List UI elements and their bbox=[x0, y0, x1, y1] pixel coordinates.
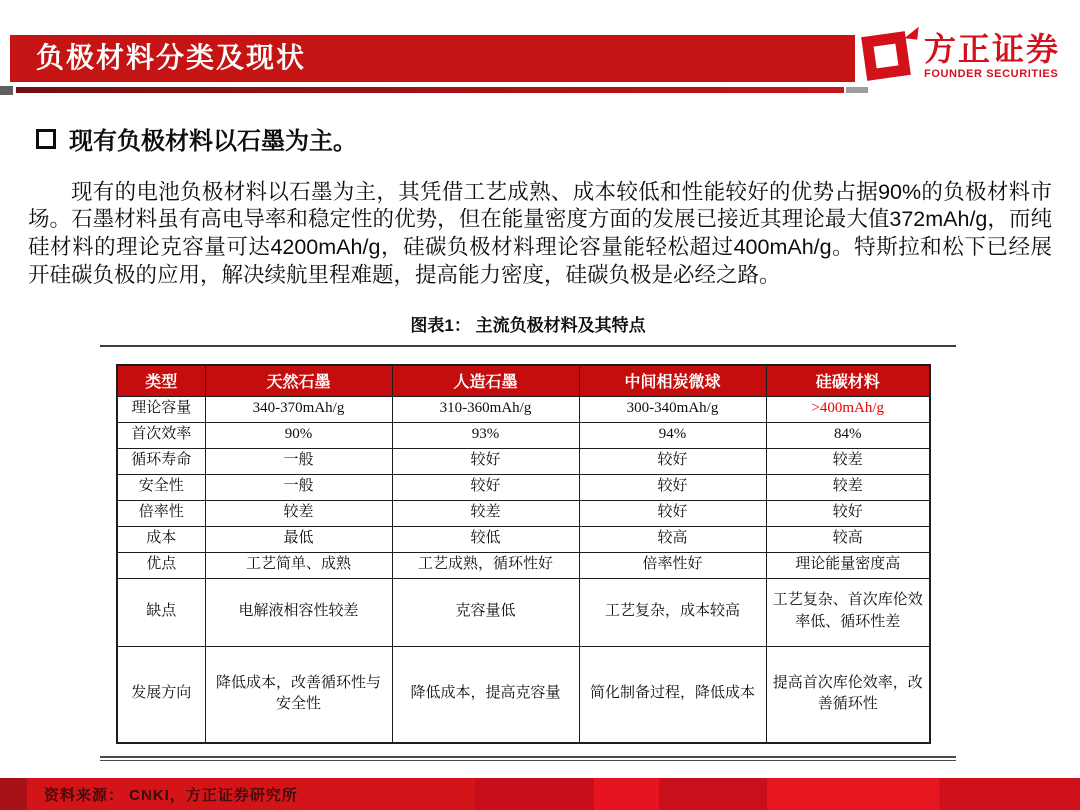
square-bullet-icon bbox=[36, 129, 56, 149]
column-header-3: 中间相炭微球 bbox=[579, 365, 766, 396]
slide-title-bar bbox=[10, 35, 855, 82]
table-cell: 工艺简单、成熟 bbox=[205, 552, 392, 578]
row-label: 成本 bbox=[117, 526, 205, 552]
table-cell: 94% bbox=[579, 422, 766, 448]
figure-block bbox=[100, 311, 956, 761]
table-cell: 300-340mAh/g bbox=[579, 396, 766, 422]
table-cell: 降低成本，改善循环性与安全性 bbox=[205, 646, 392, 743]
table-row bbox=[117, 474, 930, 500]
table-cell: 84% bbox=[766, 422, 930, 448]
anode-materials-table bbox=[116, 364, 931, 744]
table-cell: 较差 bbox=[766, 474, 930, 500]
source-note: 资料来源： CNKI，方正证券研究所 bbox=[44, 786, 298, 804]
table-cell: 倍率性好 bbox=[579, 552, 766, 578]
table-cell: 工艺复杂、首次库伦效率低、循环性差 bbox=[766, 578, 930, 646]
table-row bbox=[117, 422, 930, 448]
row-label: 首次效率 bbox=[117, 422, 205, 448]
row-label: 发展方向 bbox=[117, 646, 205, 743]
table-cell: 较差 bbox=[392, 500, 579, 526]
table-cell: 电解液相容性较差 bbox=[205, 578, 392, 646]
table-cell: 工艺成熟，循环性好 bbox=[392, 552, 579, 578]
table-cell: 较好 bbox=[579, 448, 766, 474]
header-divider bbox=[0, 86, 870, 95]
body-paragraph: 现有的电池负极材料以石墨为主，其凭借工艺成熟、成本较低和性能较好的优势占据90%的负极材料市场。石墨材料虽有高电导率和稳定性的优势，但在能量密度方面的发展已接近其理论最大值372mAh/g，而纯硅材料的理论克容量可达4200mAh/g，硅碳负极材料理论容量能轻松超过400mAh/g。特斯拉和松下已经展开硅碳负极的应用，解决续航里程难题，提高能力密度，硅碳负极是必经之路。 bbox=[28, 179, 1052, 287]
table-cell: 较差 bbox=[766, 448, 930, 474]
table-cell: >400mAh/g bbox=[766, 396, 930, 422]
row-label: 安全性 bbox=[117, 474, 205, 500]
table-cell: 较好 bbox=[766, 500, 930, 526]
figure-bottom-rule bbox=[100, 756, 956, 761]
table-cell: 较差 bbox=[205, 500, 392, 526]
table-cell: 90% bbox=[205, 422, 392, 448]
figure-caption: 图表1： 主流负极材料及其特点 bbox=[410, 316, 646, 335]
table-row bbox=[117, 396, 930, 422]
page-title: 负极材料分类及现状 bbox=[36, 43, 307, 74]
table-cell: 降低成本，提高克容量 bbox=[392, 646, 579, 743]
table-header-row bbox=[117, 365, 930, 396]
table-cell: 340-370mAh/g bbox=[205, 396, 392, 422]
table-cell: 一般 bbox=[205, 448, 392, 474]
table-cell: 310-360mAh/g bbox=[392, 396, 579, 422]
table-cell: 较好 bbox=[392, 448, 579, 474]
founder-cube-icon bbox=[860, 28, 914, 84]
column-header-2: 人造石墨 bbox=[392, 365, 579, 396]
column-header-0: 类型 bbox=[117, 365, 205, 396]
row-label: 优点 bbox=[117, 552, 205, 578]
row-label: 倍率性 bbox=[117, 500, 205, 526]
logo-chinese-name: 方正证券 bbox=[924, 31, 1061, 67]
table-cell: 一般 bbox=[205, 474, 392, 500]
table-body bbox=[117, 396, 930, 743]
column-header-1: 天然石墨 bbox=[205, 365, 392, 396]
row-label: 循环寿命 bbox=[117, 448, 205, 474]
table-cell: 提高首次库伦效率，改善循环性 bbox=[766, 646, 930, 743]
row-label: 缺点 bbox=[117, 578, 205, 646]
row-label: 理论容量 bbox=[117, 396, 205, 422]
table-row bbox=[117, 646, 930, 743]
table-row bbox=[117, 448, 930, 474]
section-heading bbox=[36, 121, 357, 156]
figure-top-rule bbox=[100, 345, 956, 347]
table-cell: 工艺复杂，成本较高 bbox=[579, 578, 766, 646]
table-row bbox=[117, 526, 930, 552]
table-cell: 最低 bbox=[205, 526, 392, 552]
table-cell: 较高 bbox=[766, 526, 930, 552]
divider-right-cap bbox=[846, 87, 868, 93]
table-cell: 较好 bbox=[392, 474, 579, 500]
divider-left-cap bbox=[0, 86, 13, 95]
table-row bbox=[117, 552, 930, 578]
table-cell: 较好 bbox=[579, 500, 766, 526]
table-cell: 较好 bbox=[579, 474, 766, 500]
table-cell: 较高 bbox=[579, 526, 766, 552]
column-header-4: 硅碳材料 bbox=[766, 365, 930, 396]
table-cell: 理论能量密度高 bbox=[766, 552, 930, 578]
table-cell: 简化制备过程，降低成本 bbox=[579, 646, 766, 743]
table-row bbox=[117, 500, 930, 526]
logo-english-name: FOUNDER SECURITIES bbox=[924, 68, 1059, 80]
table-cell: 93% bbox=[392, 422, 579, 448]
section-heading-text: 现有负极材料以石墨为主。 bbox=[69, 128, 357, 155]
table-row bbox=[117, 578, 930, 646]
founder-securities-logo bbox=[860, 24, 1060, 88]
footer-bar bbox=[0, 778, 1080, 810]
table-cell: 克容量低 bbox=[392, 578, 579, 646]
divider-gradient-bar bbox=[16, 87, 844, 93]
table-cell: 较低 bbox=[392, 526, 579, 552]
